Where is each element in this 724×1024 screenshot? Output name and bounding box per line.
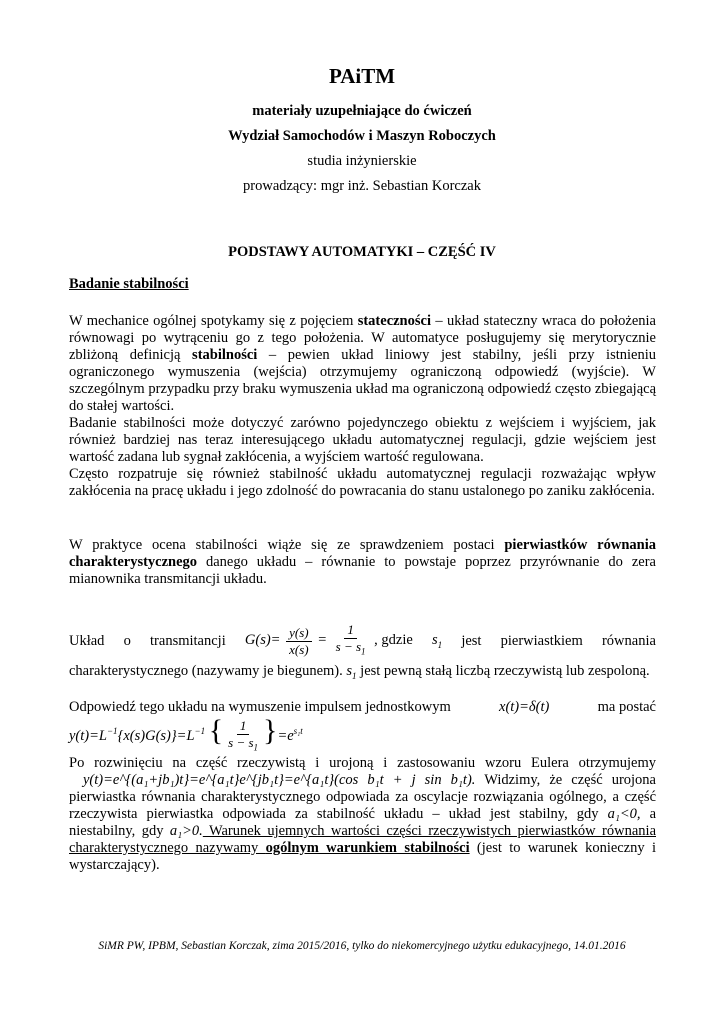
impulse-response-equation: $y(t)=L^{-1}\{x(s)G(s)\}=L^{-1}$ { $\frac{1}{s - s_1}$ }$=e^{s_1t}$ (69, 714, 303, 753)
page-footer: SiMR PW, IPBM, Sebastian Korczak, zima 2015/2016, tylko do niekomercyjnego użytku edukacyjnego, 14.01.2016 (98, 940, 626, 952)
impulse-line: Odpowiedź tego układu na wymuszenie impulsem jednostkowym x(t)=δ(t) ma postać (69, 698, 656, 715)
section-heading: Badanie stabilności (69, 276, 189, 292)
transfer-function-equation: G(s)= $\frac{y(s)}{x(s)}$ = $\frac{1}{s - s_1}$ , gdzie (244, 622, 413, 657)
paragraph-4: W praktyce ocena stabilności wiąże się ze sprawdzeniem postaci pierwiastków równania charakterystycznego danego układu – równanie to powstaje poprzez przyrównanie do zera mianownika transmitancji układu. (69, 537, 656, 587)
studies-type: studia inżynierskie (307, 153, 417, 169)
paragraph-5: charakterystycznego (nazywamy je biegunem). $s_1$ jest pewną stałą liczbą rzeczywistą lub zespoloną. (69, 663, 650, 681)
paragraph-2: Badanie stabilności może dotyczyć zarówno pojedynczego obiektu z wejściem i wyjściem, jak również bardziej nas teraz interesującego układu automatycznej regulacji, gdzie wejściem jest wartość zadana lub sygnał zakłócenia, a wyjściem wartość regulowana. (69, 415, 656, 465)
section-title: PODSTAWY AUTOMATYKI – CZĘŚĆ IV (228, 244, 496, 260)
lecturer-name: prowadzący: mgr inż. Sebastian Korczak (243, 178, 481, 194)
paragraph-1: W mechanice ogólnej spotykamy się z pojęciem stateczności – układ stateczny wraca do położenia równowagi po wytrąceniu go z tego położenia. W automatyce posługujemy się merytorycznie zbliżoną definicją stabilności – pewien układ liniowy jest stabilny, jeśli przy istnieniu ograniczonego wymuszenia (wejścia) otrzymujemy ograniczoną odpowiedź (wyjście). W szczególnym przypadku przy braku wymuszenia układ ma ograniczoną odpowiedź często zbiegającą do stałej wartości. (69, 313, 656, 414)
transfer-function-line: Układ o transmitancji G(s)= $\frac{y(s)}{x(s)}$ = $\frac{1}{s - s_1}$ , gdzie $s_1$ jest pierwiastkiem równania (69, 622, 656, 660)
doc-title: PAiTM (328, 64, 396, 88)
faculty-name: Wydział Samochodów i Maszyn Roboczych (228, 128, 496, 144)
doc-subtitle: materiały uzupełniające do ćwiczeń (252, 103, 472, 119)
paragraph-7: Po rozwinięciu na część rzeczywistą i urojoną i zastosowaniu wzoru Eulera otrzymujemy y(t)=e^{(a₁+jb₁)t}=e^{a₁t}e^{jb₁t}=e^{a₁t}(cos b₁t + j sin b₁t). Widzimy, że część urojona pierwiastka równania charakterystycznego odpowiada za oscylacje rozwiązania ogólnego, a część rzeczywista pierwiastka odpowiada za stabilność układu – układ jest stabilny, gdy a₁<0, a niestabilny, gdy a₁>0. Warunek ujemnych wartości części rzeczywistych pierwiastków równania charakterystycznego nazywamy ogólnym warunkiem stabilności (jest to warunek konieczny i wystarczający). (69, 755, 657, 873)
paragraph-3: Często rozpatruje się również stabilność układu automatycznej regulacji rozważając wpływ zakłócenia na pracę układu i jego zdolność do powracania do stanu ustalonego po zaniku zakłócenia. (69, 466, 656, 499)
